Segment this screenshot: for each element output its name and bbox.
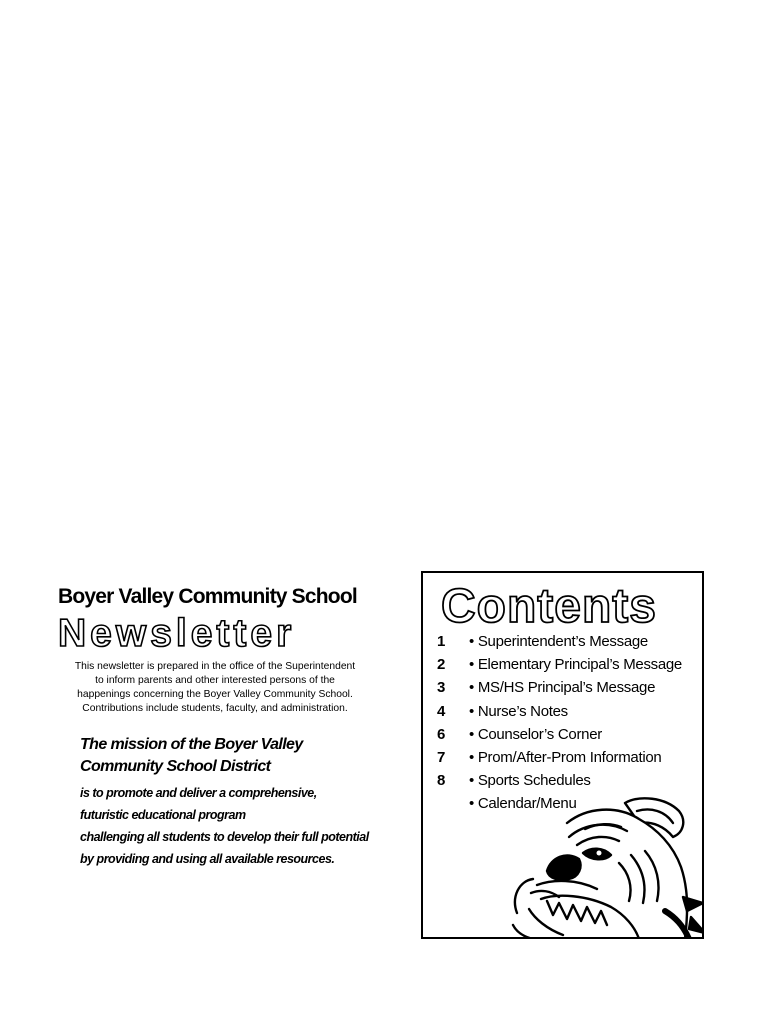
mission-line: futuristic educational program: [80, 808, 246, 822]
intro-line: to inform parents and other interested persons of the: [95, 675, 335, 686]
mission-line: by providing and using all available resources.: [80, 852, 335, 866]
intro-line: Contributions include students, faculty, and administration.: [82, 703, 348, 714]
toc-label: • Counselor’s Corner: [469, 725, 602, 743]
contents-box: [421, 571, 704, 939]
mission-heading: [80, 734, 380, 778]
newsletter-title: Newsletter: [58, 612, 296, 655]
toc-item-sports[interactable]: [435, 772, 700, 795]
toc-page-number: 3: [437, 679, 446, 697]
toc-label: • Sports Schedules: [469, 772, 591, 790]
table-of-contents: [435, 633, 700, 819]
mission-line: is to promote and deliver a comprehensive,: [80, 786, 317, 800]
toc-item-superintendent[interactable]: [435, 633, 700, 656]
toc-item-nurse[interactable]: [435, 703, 700, 726]
mission-statement: [80, 782, 390, 870]
toc-item-ms-hs-principal[interactable]: [435, 679, 700, 702]
toc-page-number: 2: [437, 656, 446, 674]
contents-title: Contents: [441, 580, 657, 633]
toc-item-counselor[interactable]: [435, 726, 700, 749]
intro-paragraph: [52, 660, 378, 716]
toc-page-number: 6: [437, 725, 446, 743]
toc-page-number: 7: [437, 748, 446, 766]
toc-page-number: 8: [437, 772, 446, 790]
toc-label: • Superintendent’s Message: [469, 633, 648, 650]
mission-line: challenging all students to develop their full potential: [80, 830, 369, 844]
toc-label: • Elementary Principal’s Message: [469, 656, 682, 674]
toc-label: • Nurse’s Notes: [469, 702, 568, 720]
intro-line: This newsletter is prepared in the office of the Superintendent: [74, 661, 356, 672]
intro-line: happenings concerning the Boyer Valley Community School.: [77, 689, 353, 700]
toc-page-number: 1: [437, 633, 446, 650]
toc-item-elementary-principal[interactable]: [435, 656, 700, 679]
toc-label: • Prom/After-Prom Information: [469, 748, 662, 766]
toc-item-prom[interactable]: [435, 749, 700, 772]
bulldog-mascot-icon: [507, 793, 704, 939]
school-name-heading: Boyer Valley Community School: [58, 585, 357, 608]
mission-heading-line: Community School District: [80, 758, 271, 775]
toc-label: • MS/HS Principal’s Message: [469, 679, 656, 697]
mission-heading-line: The mission of the Boyer Valley: [80, 736, 303, 753]
toc-page-number: 4: [437, 702, 446, 720]
toc-label: • Calendar/Menu: [469, 795, 577, 813]
